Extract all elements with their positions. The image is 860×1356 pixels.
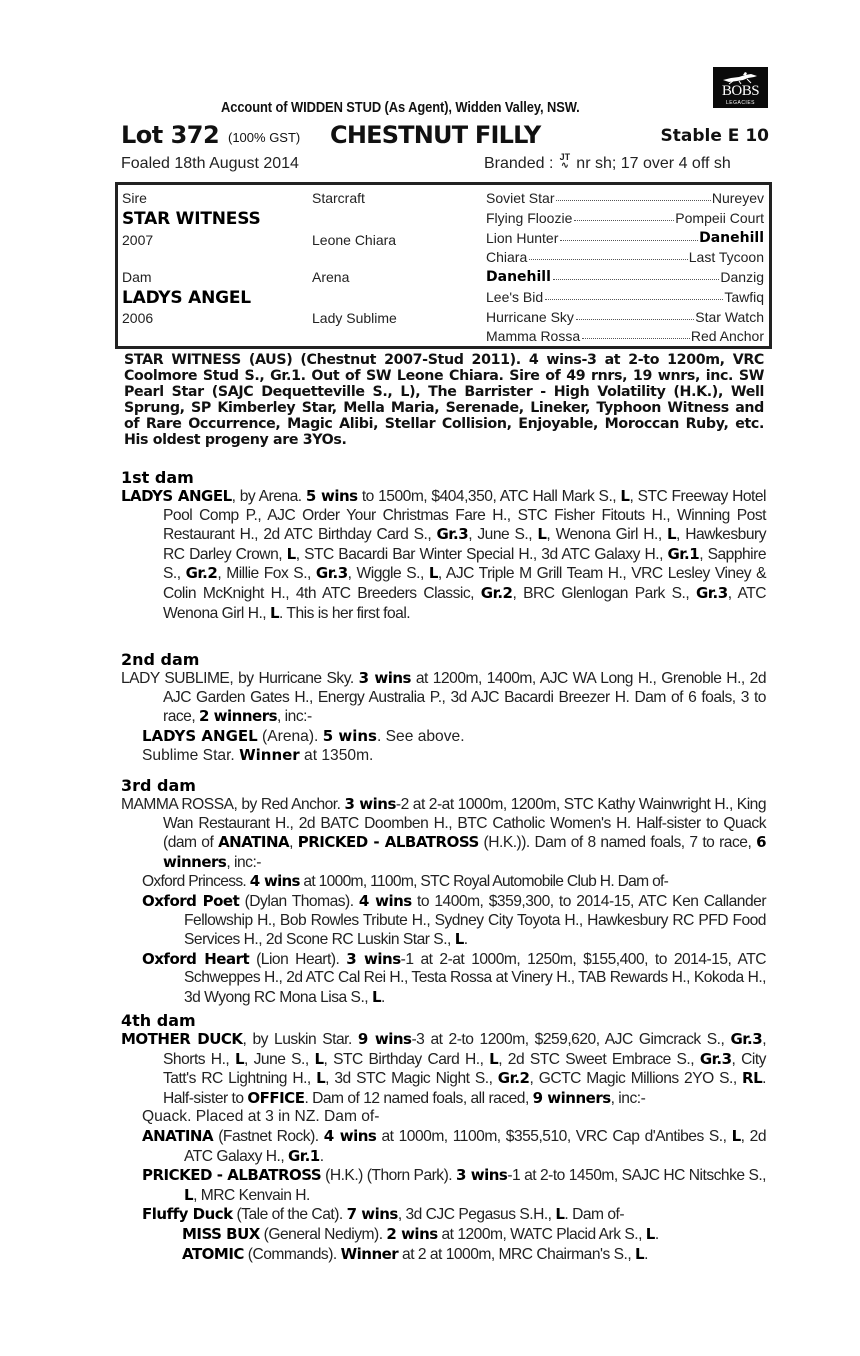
sire-label: Sire: [122, 190, 147, 206]
logo-wordmark: BOBS: [721, 83, 760, 99]
gst-note: (100% GST): [228, 130, 301, 145]
stable-location: Stable E 10: [660, 126, 769, 146]
dam-name: LADYS ANGEL: [122, 288, 251, 308]
gg-horse: Lee's Bid: [486, 289, 544, 305]
great-grandparent-row: [486, 230, 764, 246]
gg-sire: Star Watch: [695, 309, 764, 325]
gg-sire: Tawfiq: [724, 289, 764, 305]
progeny-item: Oxford Poet (Dylan Thomas). 4 wins to 1400m, $359,300, to 2014-15, ATC Ken Callander Fellowship H., Bob Rowles Tribute H., Sydney City Toyota H., Hawkesbury RC PFD Food Services H., 2d Scone RC Luskin Star S., L.: [142, 891, 767, 949]
gg-sire: Danzig: [720, 269, 764, 285]
progeny-item: MISS BUX (General Nediym). 2 wins at 1200m, WATC Placid Ark S., L.: [182, 1224, 659, 1243]
section-heading: 1st dam: [121, 468, 194, 487]
dam-record: MAMMA ROSSA, by Red Anchor. 3 wins-2 at 2-at 1000m, 1200m, STC Kathy Wainwright H., King Wan Restaurant H., 2d BATC Doomben H., BTC Catholic Women's H. Half-sister to Quack (dam of ANATINA, PRICKED - ALBATROSS (H.K.)). Dam of 8 named foals, 7 to race, 6 winners, inc:-: [121, 795, 766, 871]
lot-number: Lot 372: [121, 121, 220, 149]
granddam-maternal: Lady Sublime: [312, 310, 397, 326]
grandsire-paternal: Starcraft: [312, 190, 365, 206]
dam-record: LADYS ANGEL, by Arena. 5 wins to 1500m, $404,350, ATC Hall Mark S., L, STC Freeway Hotel Pool Comp P., AJC Order Your Christmas Fare H., STC Fisher Fitouts H., Winning Post Restaurant H., 2d ATC Birthday Card S., Gr.3, June S., L, Wenona Girl H., L, Hawkesbury RC Darley Crown, L, STC Bacardi Bar Winter Special H., 3d ATC Galaxy H., Gr.1, Sapphire S., Gr.2, Millie Fox S., Gr.3, Wiggle S., L, AJC Triple M Grill Team H., VRC Lesley Viney & Colin McKnight H., 4th ATC Breeders Classic, Gr.2, BRC Glenlogan Park S., Gr.3, ATC Wenona Girl H., L. This is her first foal.: [121, 487, 767, 622]
gg-horse: Flying Floozie: [486, 210, 573, 226]
dam-label: Dam: [122, 269, 152, 285]
fourth-dam-section: [121, 1012, 766, 1264]
bobs-logo: [713, 67, 768, 108]
sire-summary: STAR WITNESS (AUS) (Chestnut 2007-Stud 2011). 4 wins-3 at 2-to 1200m, VRC Coolmore Stud S., Gr.1. Out of SW Leone Chiara. Sire of 49 rnrs, 19 wnrs, inc. SW Pearl Star (SAJC Dequetteville S., L), The Barrister - High Volatility (H.K.), Well Sprung, SP Kimberley Star, Mella Maria, Serenade, Lineker, Typhoon Witness and of Rare Occurrence, Magic Alibi, Stellar Collision, Enjoyable, Moroccan Ruby, etc. His oldest progeny are 3YOs.: [124, 352, 764, 448]
progeny-item: ANATINA (Fastnet Rock). 4 wins at 1000m, 1100m, $355,510, VRC Cap d'Antibes S., L, 2d ATC Galaxy H., Gr.1.: [142, 1126, 766, 1165]
gg-sire: Nureyev: [711, 190, 764, 206]
great-grandparent-row: [486, 210, 764, 226]
logo-subtitle: LEGACIES: [725, 100, 755, 106]
progeny-item: ATOMIC (Commands). Winner at 2 at 1000m, MRC Chairman's S., L.: [182, 1244, 648, 1263]
brand-mark-icon: JT ∿: [559, 152, 571, 170]
second-dam-section: [121, 651, 766, 766]
sire-year: 2007: [122, 232, 154, 248]
section-heading: 2nd dam: [121, 650, 200, 669]
great-grandparent-row: [486, 190, 764, 206]
dam-record: LADY SUBLIME, by Hurricane Sky. 3 wins at 1200m, 1400m, AJC WA Long H., Grenoble H., 2d AJC Garden Gates H., Energy Australia P., 3d AJC Bacardi Breezer H. Dam of 6 foals, 3 to race, 2 winners, inc:-: [121, 669, 766, 726]
gg-sire: Pompeii Court: [675, 210, 764, 226]
section-heading: 3rd dam: [121, 776, 196, 795]
branded-text: nr sh; 17 over 4 off sh: [576, 155, 731, 173]
gg-horse: Mamma Rossa: [486, 328, 581, 344]
dam-record: MOTHER DUCK, by Luskin Star. 9 wins-3 at 2-to 1200m, $259,620, AJC Gimcrack S., Gr.3, Shorts H., L, June S., L, STC Birthday Card H., L, 2d STC Sweet Embrace S., Gr.3, City Tatt's RC Lightning H., L, 3d STC Magic Night S., Gr.2, GCTC Magic Millions 2YO S., RL. Half-sister to OFFICE. Dam of 12 named foals, all raced, 9 winners, inc:-: [121, 1030, 767, 1107]
gg-horse: Chiara: [486, 249, 528, 265]
dam-year: 2006: [122, 310, 154, 326]
gg-sire: Danehill: [699, 230, 764, 246]
great-grandparent-row: [486, 269, 764, 285]
granddam-paternal: Leone Chiara: [312, 232, 397, 248]
progeny-item: PRICKED - ALBATROSS (H.K.) (Thorn Park). 3 wins-1 at 2-to 1450m, SAJC HC Nitschke S., L, MRC Kenvain H.: [142, 1166, 767, 1204]
great-grandparent-row: [486, 328, 764, 344]
progeny-item: LADYS ANGEL (Arena). 5 wins. See above.: [142, 726, 465, 745]
gg-sire: Last Tycoon: [688, 249, 764, 265]
gg-horse: Danehill: [486, 269, 551, 285]
gg-horse: Lion Hunter: [486, 230, 559, 246]
grandsire-maternal: Arena: [312, 269, 350, 285]
dam-name: LADYS ANGEL: [121, 487, 232, 505]
progeny-item: Oxford Princess. 4 wins at 1000m, 1100m, STC Royal Automobile Club H. Dam of-: [142, 872, 669, 891]
progeny-item: Fluffy Duck (Tale of the Cat). 7 wins, 3d CJC Pegasus S.H., L. Dam of-: [142, 1205, 625, 1224]
vendor-account: Account of WIDDEN STUD (As Agent), Widden Valley, NSW.: [221, 99, 580, 116]
progeny-item: Oxford Heart (Lion Heart). 3 wins-1 at 2-at 1000m, 1250m, $155,400, to 2014-15, ATC Schweppes H., 2d ATC Cal Rei H., Testa Rossa at Vinery H., TAB Rewards H., Kokoda H., 3d Wyong RC Mona Lisa S., L.: [142, 949, 766, 1006]
gg-sire: Red Anchor: [690, 328, 764, 344]
lot-header: [121, 121, 769, 149]
gg-horse: Soviet Star: [486, 190, 555, 206]
great-grandparent-row: [486, 249, 764, 265]
great-grandparent-row: [486, 309, 764, 325]
progeny-item: Quack. Placed at 3 in NZ. Dam of-: [142, 1108, 380, 1126]
section-heading: 4th dam: [121, 1011, 196, 1030]
first-dam-section: [121, 469, 766, 623]
gg-horse: Hurricane Sky: [486, 309, 574, 325]
horse-description: CHESTNUT FILLY: [330, 121, 541, 149]
foaled-date: Foaled 18th August 2014: [121, 155, 299, 172]
branded-label: Branded :: [484, 155, 554, 173]
third-dam-section: [121, 777, 766, 1008]
branded-info: [484, 152, 731, 173]
brand-mark-letters: JT: [559, 152, 571, 162]
sire-name: STAR WITNESS: [122, 209, 261, 229]
progeny-item: Sublime Star. Winner at 1350m.: [142, 746, 374, 765]
great-grandparent-row: [486, 289, 764, 305]
pedigree-table: [115, 182, 772, 349]
